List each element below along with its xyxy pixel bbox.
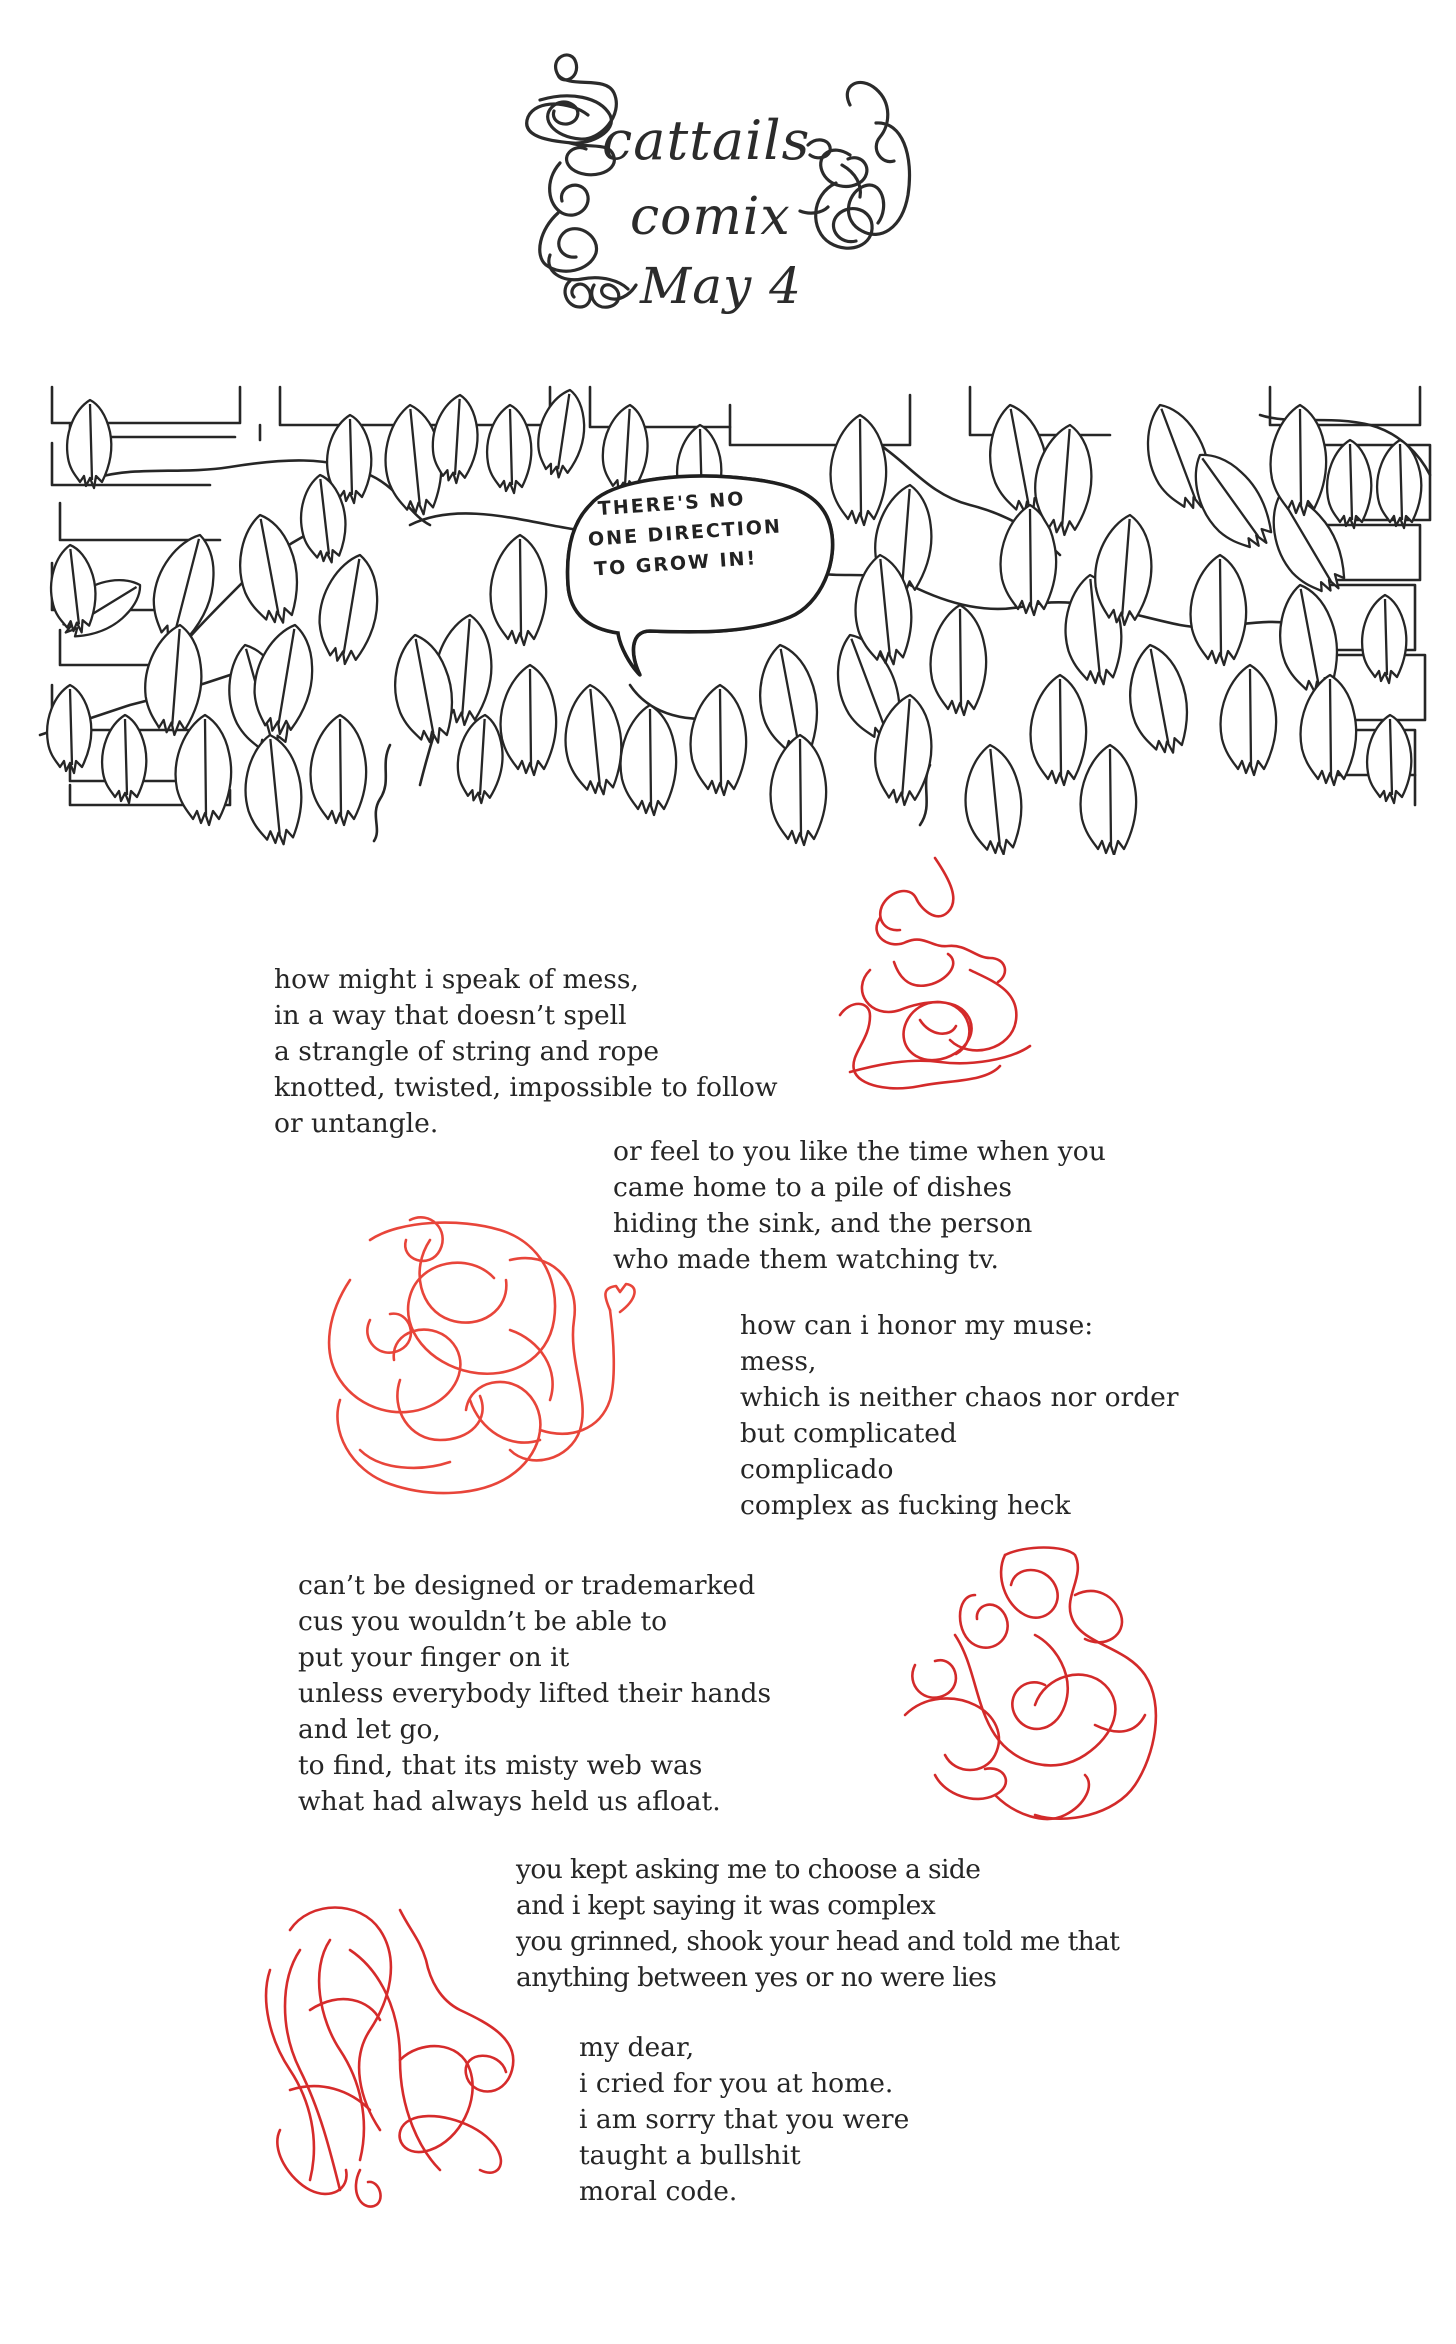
poem-line: what had always held us afloat. [298, 1786, 721, 1817]
poem-line: hiding the sink, and the person [613, 1208, 1033, 1239]
poem-line: mess, [740, 1346, 817, 1377]
poem-line: but complicated [740, 1418, 957, 1449]
title-cattails: cattails [602, 109, 811, 172]
poem-line: taught a bullshit [579, 2140, 801, 2171]
red-scribble-2-with-heart [310, 1200, 650, 1520]
poem-stanza-2 [613, 1134, 1106, 1278]
poem-line: knotted, twisted, impossible to follow [274, 1072, 778, 1103]
ivy-wall-drawing [30, 385, 1440, 855]
poem-line: moral code. [579, 2176, 738, 2207]
poem-line: unless everybody lifted their hands [298, 1678, 772, 1709]
poem-line: you grinned, shook your head and told me that [516, 1926, 1120, 1957]
poem-stanza-3 [740, 1308, 1179, 1524]
red-scribble-3 [895, 1535, 1175, 1835]
poem-stanza-5 [516, 1852, 1119, 1996]
poem-stanza-6 [579, 2030, 909, 2210]
poem-stanza-4 [298, 1568, 771, 1820]
poem-line: you kept asking me to choose a side [516, 1854, 981, 1885]
poem-stanza-1 [274, 962, 778, 1142]
poem-line: complex as fucking heck [740, 1490, 1071, 1521]
poem-line: cus you wouldn’t be able to [298, 1606, 668, 1637]
poem-line: anything between yes or no were lies [516, 1962, 997, 1993]
poem-line: and i kept saying it was complex [516, 1890, 936, 1921]
poem-line: came home to a pile of dishes [613, 1172, 1012, 1203]
poem-line: how might i speak of mess, [274, 964, 639, 995]
poem-line: complicado [740, 1454, 894, 1485]
poem-line: who made them watching tv. [613, 1244, 999, 1275]
poem-line: which is neither chaos nor order [740, 1382, 1179, 1413]
speech-bubble-text [585, 479, 821, 585]
poem-line: to find, that its misty web was [298, 1750, 703, 1781]
poem-line: can’t be designed or trademarked [298, 1570, 756, 1601]
poem-line: a strangle of string and rope [274, 1036, 660, 1067]
poem-line: i cried for you at home. [579, 2068, 894, 2099]
speech-line: TO GROW IN! [593, 547, 758, 581]
red-scribble-4 [250, 1890, 540, 2230]
ivy-wall-illustration [30, 385, 1440, 855]
title-date: May 4 [640, 257, 802, 315]
title-comix: comix [630, 187, 791, 247]
red-scribble-1 [820, 850, 1060, 1100]
poem-line: i am sorry that you were [579, 2104, 910, 2135]
poem-line: and let go, [298, 1714, 441, 1745]
poem-line: my dear, [579, 2032, 695, 2063]
comic-title [510, 45, 930, 335]
speech-line: THERE'S NO [597, 487, 747, 521]
poem-line: or untangle. [274, 1108, 439, 1139]
poem-line: how can i honor my muse: [740, 1310, 1094, 1341]
poem-line: put your finger on it [298, 1642, 570, 1673]
speech-line: ONE DIRECTION [587, 515, 783, 551]
poem-line: in a way that doesn’t spell [274, 1000, 627, 1031]
poem-line: or feel to you like the time when you [613, 1136, 1106, 1167]
